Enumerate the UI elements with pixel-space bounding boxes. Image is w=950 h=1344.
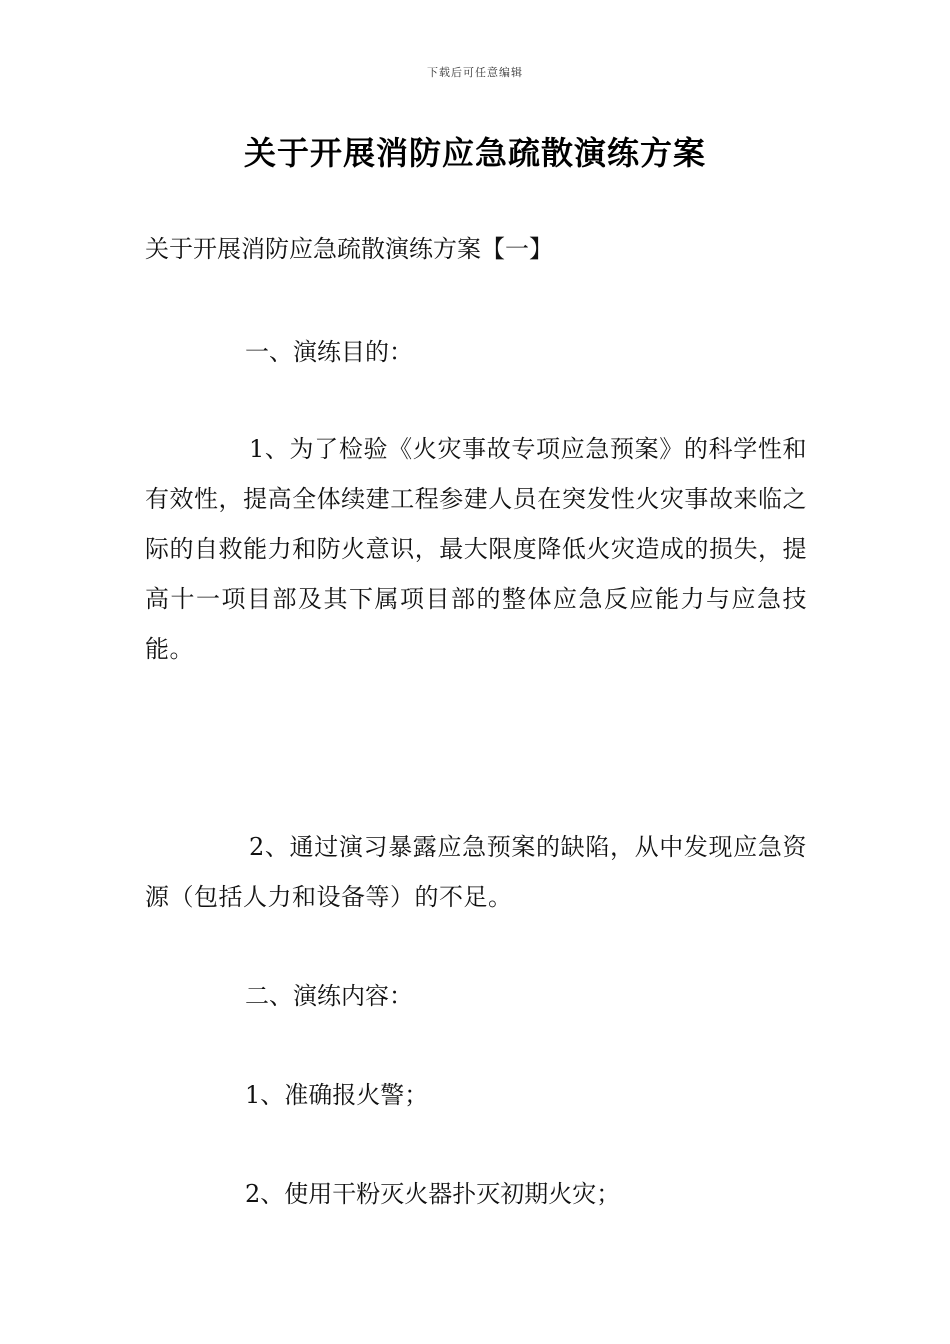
page-header-note: 下载后可任意编辑 [427, 66, 523, 79]
document-subtitle: 关于开展消防应急疏散演练方案【一】 [145, 235, 553, 263]
content-list-item: 1、准确报火警； [245, 1081, 429, 1109]
content-list-item: 2、使用干粉灭火器扑灭初期火灾； [245, 1180, 621, 1208]
section-heading-purpose: 一、演练目的： [245, 338, 413, 366]
purpose-paragraph-2: 2、通过演习暴露应急预案的缺陷，从中发现应急资源（包括人力和设备等）的不足。 [145, 833, 807, 911]
section-heading-content: 二、演练内容： [245, 982, 413, 1010]
purpose-paragraph-1: 1、为了检验《火灾事故专项应急预案》的科学性和有效性，提高全体续建工程参建人员在突发性火灾事故来临之际的自救能力和防火意识，最大限度降低火灾造成的损失，提高十一项目部及其下属项目部的整体应急反应能力与应急技能。 [145, 435, 807, 663]
document-title: 关于开展消防应急疏散演练方案 [243, 134, 706, 172]
